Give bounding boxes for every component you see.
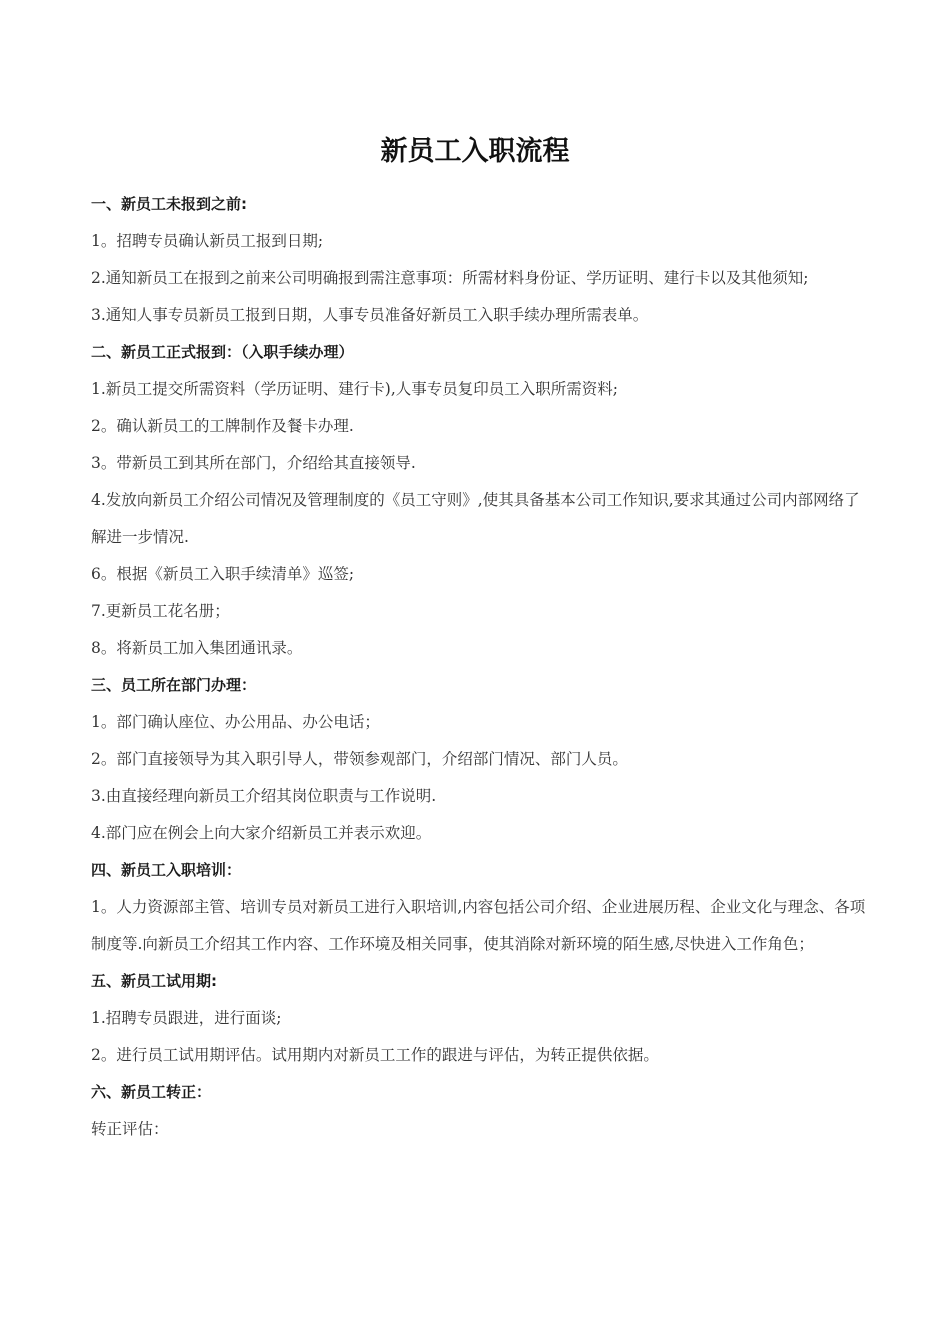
list-item: 1。招聘专员确认新员工报到日期;	[91, 232, 324, 250]
list-item: 2.通知新员工在报到之前来公司明确报到需注意事项：所需材料身份证、学历证明、建行卡以及其他须知;	[91, 269, 809, 287]
page-title: 新员工入职流程	[380, 136, 570, 167]
section-before-onboarding	[91, 186, 866, 334]
list-item: 8。将新员工加入集团通讯录。	[91, 639, 303, 657]
list-item: 1.新员工提交所需资料（学历证明、建行卡),人事专员复印员工入职所需资料;	[91, 380, 618, 398]
section-training	[91, 852, 866, 963]
list-item: 1。人力资源部主管、培训专员对新员工进行入职培训,内容包括公司介绍、企业进展历程、企业文化与理念、各项制度等.向新员工介绍其工作内容、工作环境及相关同事，使其消除对新环境的陌生感,尽快进入工作角色；	[91, 898, 866, 953]
section-probation	[91, 963, 866, 1074]
list-item: 2。确认新员工的工牌制作及餐卡办理.	[91, 417, 354, 435]
list-item: 4.发放向新员工介绍公司情况及管理制度的《员工守则》,使其具备基本公司工作知识,要求其通过公司内部网络了解进一步情况.	[91, 491, 860, 546]
document-body	[91, 186, 866, 1148]
section-heading: 五、新员工试用期:	[91, 972, 217, 990]
list-item: 1。部门确认座位、办公用品、办公电话；	[91, 713, 380, 731]
list-item: 7.更新员工花名册；	[91, 602, 230, 620]
section-heading: 六、新员工转正：	[91, 1083, 212, 1101]
section-department	[91, 667, 866, 852]
list-item: 3。带新员工到其所在部门，介绍给其直接领导.	[91, 454, 416, 472]
section-heading: 四、新员工入职培训：	[91, 861, 242, 879]
list-item: 2。部门直接领导为其入职引导人，带领参观部门，介绍部门情况、部门人员。	[91, 750, 628, 768]
list-item: 2。进行员工试用期评估。试用期内对新员工工作的跟进与评估，为转正提供依据。	[91, 1046, 659, 1064]
list-item: 转正评估：	[91, 1120, 169, 1138]
section-formal-onboarding	[91, 334, 866, 667]
list-item: 1.招聘专员跟进，进行面谈;	[91, 1009, 282, 1027]
section-heading: 三、员工所在部门办理：	[91, 676, 257, 694]
list-item: 6。根据《新员工入职手续清单》巡签;	[91, 565, 355, 583]
section-heading: 一、新员工未报到之前:	[91, 195, 247, 213]
list-item: 3.由直接经理向新员工介绍其岗位职责与工作说明.	[91, 787, 437, 805]
section-heading: 二、新员工正式报到：（入职手续办理）	[91, 343, 354, 361]
list-item: 3.通知人事专员新员工报到日期，人事专员准备好新员工入职手续办理所需表单。	[91, 306, 649, 324]
section-regularization	[91, 1074, 866, 1148]
list-item: 4.部门应在例会上向大家介绍新员工并表示欢迎。	[91, 824, 432, 842]
